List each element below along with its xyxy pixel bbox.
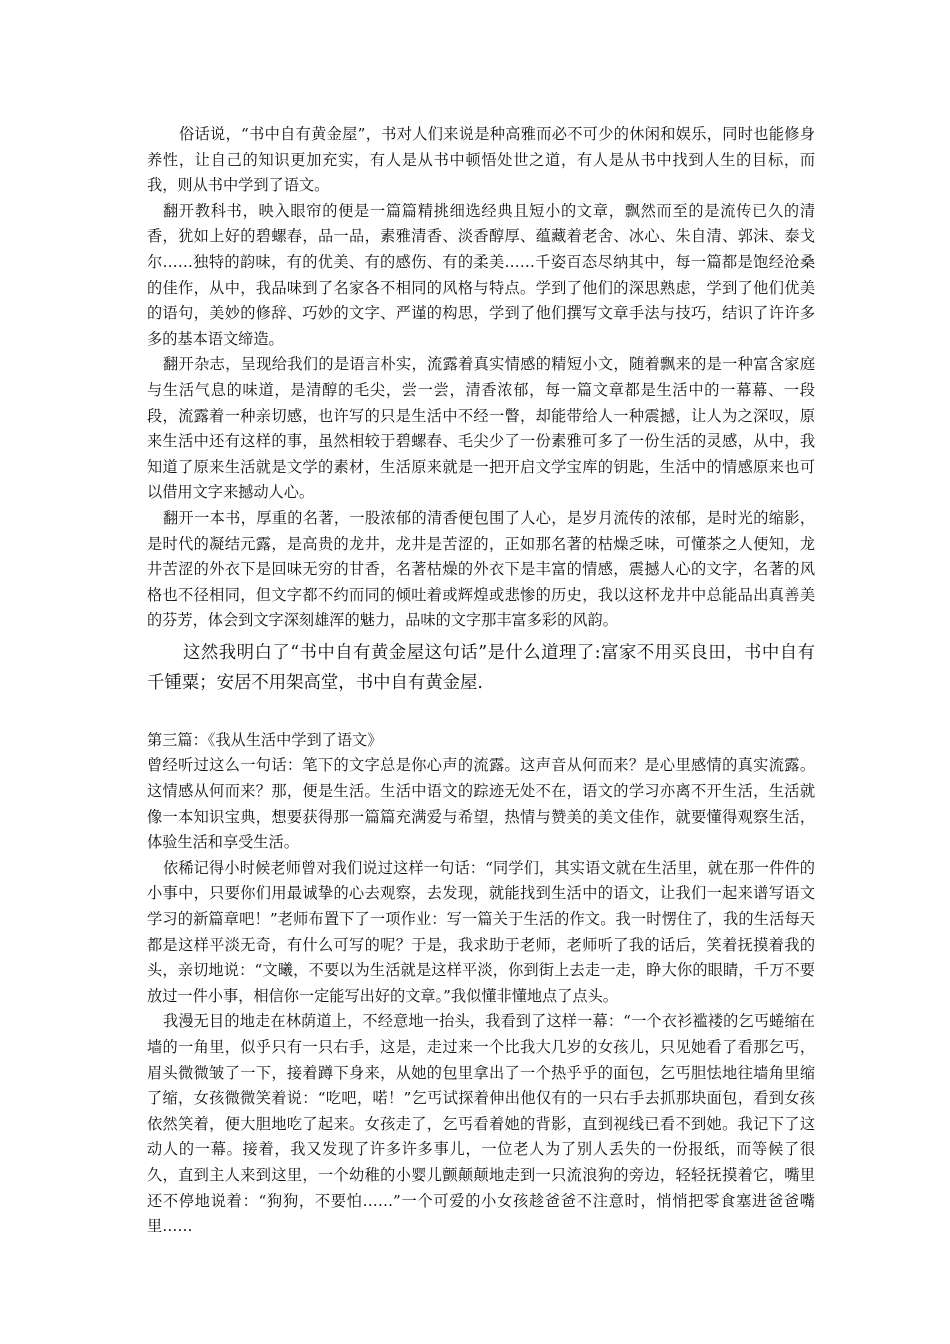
paragraph-intro: 俗话说，“书中自有黄金屋”，书对人们来说是种高雅而必不可少的休闲和娱乐，同时也能修身养性，让自己的知识更加充实，有人是从书中顿悟处世之道，有人是从书中找到人生的目标，而我，则从书中学到了语文。 (147, 125, 815, 195)
section-title: 第三篇：《我从生活中学到了语文》 (147, 730, 383, 749)
section-spacer (147, 698, 815, 728)
document-body (147, 122, 815, 1240)
paragraph-magazine: 翻开杂志，呈现给我们的是语言朴实，流露着真实情感的精短小文，随着飘来的是一种富含家庭与生活气息的味道，是清醇的毛尖，尝一尝，清香浓郁，每一篇文章都是生活中的一幕幕、一段段，流露着一种亲切感，也许写的只是生活中不经一瞥，却能带给人一种震撼，让人为之深叹，原来生活中还有这样的事，虽然相较于碧螺春、毛尖少了一份素雅可多了一份生活的灵感，从中，我知道了原来生活就是文学的素材，生活原来就是一把开启文学宝库的钥匙，生活中的情感原来也可以借用文字来撼动人心。 (147, 355, 815, 502)
paragraph-life-intro: 曾经听过这么一句话：笔下的文字总是你心声的流露。这声音从何而来？是心里感情的真实流露。这情感从何而来？那，便是生活。生活中语文的踪迹无处不在，语文的学习亦离不开生活，生活就像一本知识宝典，想要获得那一篇篇充满爱与希望，热情与赞美的美文佳作，就要懂得观察生活，体验生活和享受生活。 (147, 756, 815, 852)
paragraph-teacher: 依稀记得小时候老师曾对我们说过这样一句话：“同学们，其实语文就在生活里，就在那一件件的小事中，只要你们用最诚挚的心去观察，去发现，就能找到生活中的语文，让我们一起来谱写语文学习的新篇章吧！”老师布置下了一项作业：写一篇关于生活的作文。我一时愣住了，我的生活每天都是这样平淡无奇，有什么可写的呢？于是，我求助于老师，老师听了我的话后，笑着抚摸着我的头，亲切地说：“文曦，不要以为生活就是这样平淡，你到街上去走一走，睁大你的眼睛，千万不要放过一件小事，相信你一定能写出好的文章。”我似懂非懂地点了点头。 (147, 858, 815, 1005)
paragraph-conclusion: 这然我明白了“书中自有黄金屋这句话”是什么道理了:富家不用买良田，书中自有千锺粟；安居不用架高堂，书中自有黄金屋. (147, 642, 815, 693)
paragraph-observation: 我漫无目的地走在林荫道上，不经意地一抬头，我看到了这样一幕：“一个衣衫褴褛的乞丐蜷缩在墙的一角里，似乎只有一只右手，这是，走过来一个比我大几岁的女孩儿，只见她看了看那乞丐，眉头微微皱了一下，接着蹲下身来，从她的包里拿出了一个热乎乎的面包，乞丐胆怯地往墙角里缩了缩，女孩微微笑着说：“吃吧，喏！”乞丐试探着伸出他仅有的一只右手去抓那块面包，看到女孩依然笑着，便大胆地吃了起来。女孩走了，乞丐看着她的背影，直到视线已看不到她。我记下了这动人的一幕。接着，我又发现了许多许多事儿，一位老人为了别人丢失的一份报纸，而等候了很久，直到主人来到这里，一个幼稚的小婴儿颤颠颠地走到一只流浪狗的旁边，轻轻抚摸着它，嘴里还不停地说着：“狗狗，不要怕……”一个可爱的小女孩趁爸爸不注意时，悄悄把零食塞进爸爸嘴里…… (147, 1012, 815, 1236)
paragraph-textbook: 翻开教科书，映入眼帘的便是一篇篇精挑细选经典且短小的文章，飘然而至的是流传已久的清香，犹如上好的碧螺春，品一品，素雅清香、淡香醇厚、蕴藏着老舍、冰心、朱自清、郭沫、泰戈尔……独特的韵味，有的优美、有的感伤、有的柔美……千姿百态尽纳其中，每一篇都是饱经沧桑的佳作，从中，我品味到了名家各不相同的风格与特点。学到了他们的深思熟虑，学到了他们优美的语句，美妙的修辞、巧妙的文字、严谨的构思，学到了他们撰写文章手法与技巧，结识了许许多多的基本语文缔造。 (147, 201, 815, 348)
paragraph-classics: 翻开一本书，厚重的名著，一股浓郁的清香便包围了人心，是岁月流传的浓郁，是时光的缩影，是时代的凝结元露，是高贵的龙井，龙井是苦涩的，正如那名著的枯燥乏味，可懂茶之人便知，龙井苦涩的外衣下是回味无穷的甘香，名著枯燥的外衣下是丰富的情感，震撼人心的文字，名著的风格也不径相同，但文字都不约而同的倾吐着或辉煌或悲惨的历史，我以这杯龙井中总能品出真善美的芬芳，体会到文字深刻雄浑的魅力，品味的文字那丰富多彩的风韵。 (147, 508, 815, 630)
